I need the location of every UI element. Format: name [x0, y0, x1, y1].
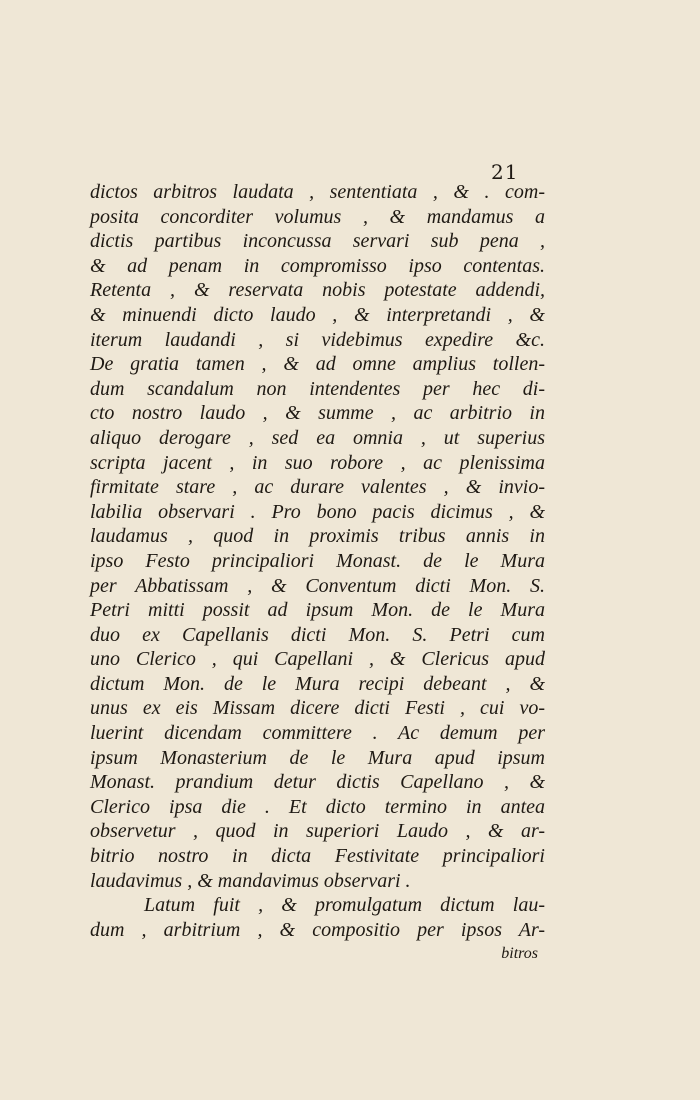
text-line: ipsum Monasterium de le Mura apud ipsum: [90, 746, 545, 769]
text-line: & minuendi dicto laudo , & interpretandi , &: [90, 303, 545, 326]
text-line: scripta jacent , in suo robore , ac plenissima: [90, 451, 545, 474]
text-line: Retenta , & reservata nobis potestate addendi,: [90, 279, 545, 302]
text-line: Petri mitti possit ad ipsum Mon. de le Mura: [90, 599, 545, 622]
text-line: cto nostro laudo , & summe , ac arbitrio in: [90, 402, 545, 425]
text-line: Clerico ipsa die . Et dicto termino in antea: [90, 795, 545, 818]
text-line: dictum Mon. de le Mura recipi debeant , &: [90, 672, 545, 695]
text-line: firmitate stare , ac durare valentes , & invio-: [90, 476, 545, 499]
text-line: labilia observari . Pro bono pacis dicimus , &: [90, 500, 545, 523]
text-line: Latum fuit , & promulgatum dictum lau-: [144, 894, 545, 917]
text-line: dictos arbitros laudata , sententiata , & . com-: [90, 181, 545, 203]
text-line: luerint dicendam committere . Ac demum per: [90, 722, 545, 745]
text-line: iterum laudandi , si videbimus expedire &c.: [90, 328, 545, 351]
text-line: De gratia tamen , & ad omne amplius tollen-: [90, 353, 545, 376]
text-line: per Abbatissam , & Conventum dicti Mon. S.: [90, 574, 545, 597]
text-line: laudamus , quod in proximis tribus annis in: [90, 525, 545, 548]
text-line: duo ex Capellanis dicti Mon. S. Petri cum: [90, 623, 545, 646]
catchword: bitros: [501, 945, 538, 963]
page-number: 21: [491, 160, 519, 184]
text-line: dum scandalum non intendentes per hec di-: [90, 377, 545, 400]
text-line: aliquo derogare , sed ea omnia , ut superius: [90, 426, 545, 449]
text-line: unus ex eis Missam dicere dicti Festi , cui vo-: [90, 697, 545, 720]
text-line: dictis partibus inconcussa servari sub pena ,: [90, 230, 545, 253]
text-line: posita concorditer volumus , & mandamus a: [90, 205, 545, 228]
text-line: uno Clerico , qui Capellani , & Clericus apud: [90, 648, 545, 671]
text-line: Monast. prandium detur dictis Capellano , &: [90, 771, 545, 794]
text-line: bitrio nostro in dicta Festivitate principaliori: [90, 845, 545, 868]
text-line: ipso Festo principaliori Monast. de le Mura: [90, 549, 545, 572]
text-line: observetur , quod in superiori Laudo , & ar-: [90, 820, 545, 843]
text-line: & ad penam in compromisso ipso contentas.: [90, 254, 545, 277]
body-text: [90, 180, 545, 967]
text-line: dum , arbitrium , & compositio per ipsos Ar-: [90, 918, 545, 941]
text-line: laudavimus , & mandavimus observari .: [90, 869, 411, 892]
